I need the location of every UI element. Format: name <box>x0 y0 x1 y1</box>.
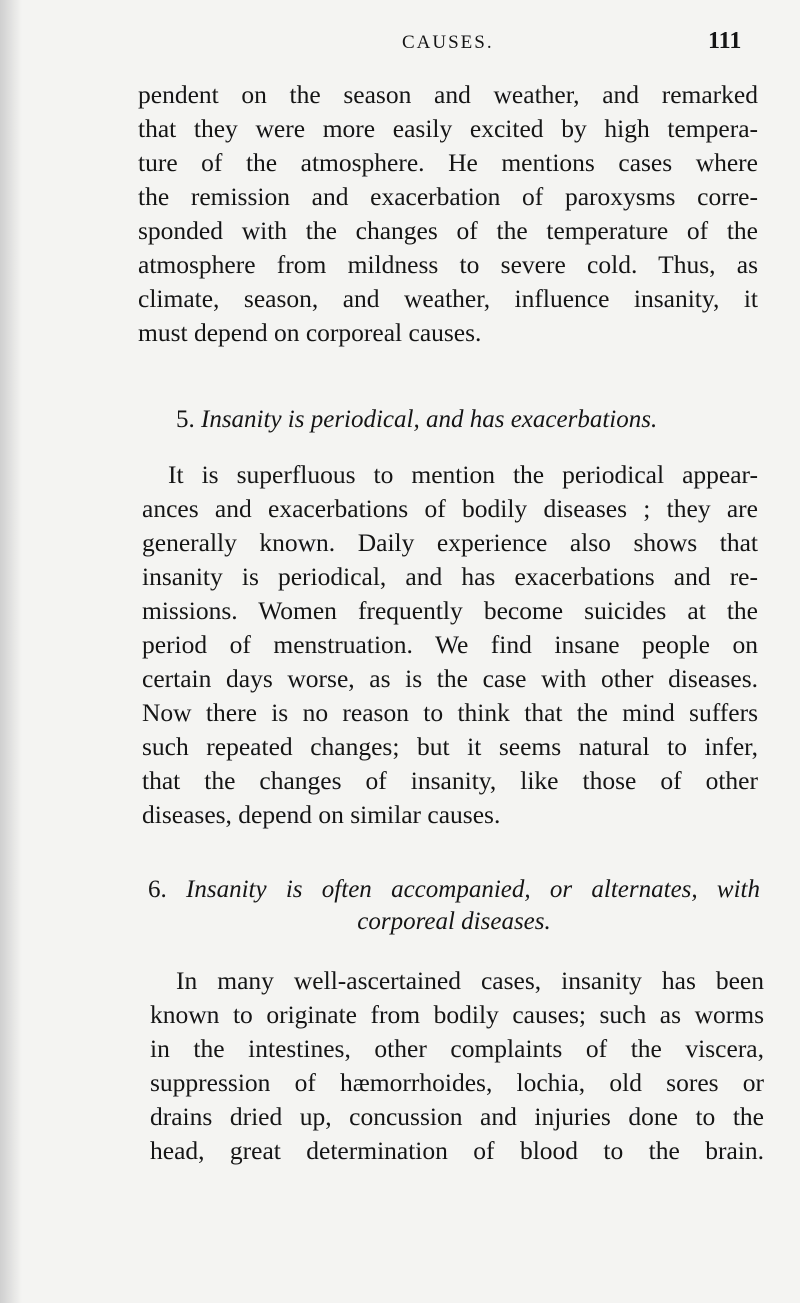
text-line: generally known. Daily experience also shows that <box>142 528 758 557</box>
text-line: ture of the atmosphere. He mentions cases where <box>138 148 758 177</box>
text-line: suppression of hæmorrhoides, lochia, old sores or <box>150 1068 764 1097</box>
text-line: must depend on corporeal causes. <box>138 318 482 347</box>
text-line: insanity is periodical, and has exacerbations and re- <box>142 562 758 591</box>
section-number: 5. <box>176 406 195 433</box>
text-line: such repeated changes; but it seems natural to infer, <box>142 732 758 761</box>
text-line: sponded with the changes of the temperature of the <box>138 216 758 245</box>
section-title: Insanity is periodical, and has exacerbations. <box>201 406 658 433</box>
text-line: head, great determination of blood to the brain. <box>150 1136 764 1165</box>
text-line: In many well-ascertained cases, insanity has been <box>176 966 764 995</box>
page-number: 111 <box>708 28 742 54</box>
paragraph-1 <box>138 78 758 350</box>
text-line: climate, season, and weather, influence insanity, it <box>138 284 758 313</box>
text-line: the remission and exacerbation of paroxysms corre- <box>138 182 758 211</box>
section-title-line-2: corporeal diseases. <box>357 908 551 935</box>
text-line: Now there is no reason to think that the mind suffers <box>142 698 758 727</box>
text-line: It is superfluous to mention the periodical appear- <box>168 460 758 489</box>
text-line: period of menstruation. We find insane people on <box>142 630 758 659</box>
text-line: atmosphere from mildness to severe cold. Thus, as <box>138 250 758 279</box>
text-line: drains dried up, concussion and injuries done to the <box>150 1102 764 1131</box>
section-6-heading <box>148 874 760 938</box>
text-line: missions. Women frequently become suicides at the <box>142 596 758 625</box>
text-line: diseases, depend on similar causes. <box>142 800 501 829</box>
text-line: that the changes of insanity, like those of other <box>142 766 758 795</box>
text-line: known to originate from bodily causes; such as worms <box>150 1000 764 1029</box>
paragraph-2 <box>142 458 758 832</box>
text-line: in the intestines, other complaints of the viscera, <box>150 1034 764 1063</box>
section-number: 6. <box>148 876 167 903</box>
text-line: certain days worse, as is the case with other diseases. <box>142 664 758 693</box>
text-line: pendent on the season and weather, and remarked <box>138 80 758 109</box>
text-line: that they were more easily excited by high tempera- <box>138 114 758 143</box>
running-head <box>0 26 800 62</box>
section-5-heading <box>176 404 736 436</box>
gutter-shadow <box>0 0 22 1303</box>
paragraph-3 <box>150 964 764 1168</box>
text-line: ances and exacerbations of bodily diseases ; they are <box>142 494 758 523</box>
running-title: CAUSES. <box>402 32 494 53</box>
section-title-line-1: Insanity is often accompanied, or alternates, with <box>186 876 760 903</box>
